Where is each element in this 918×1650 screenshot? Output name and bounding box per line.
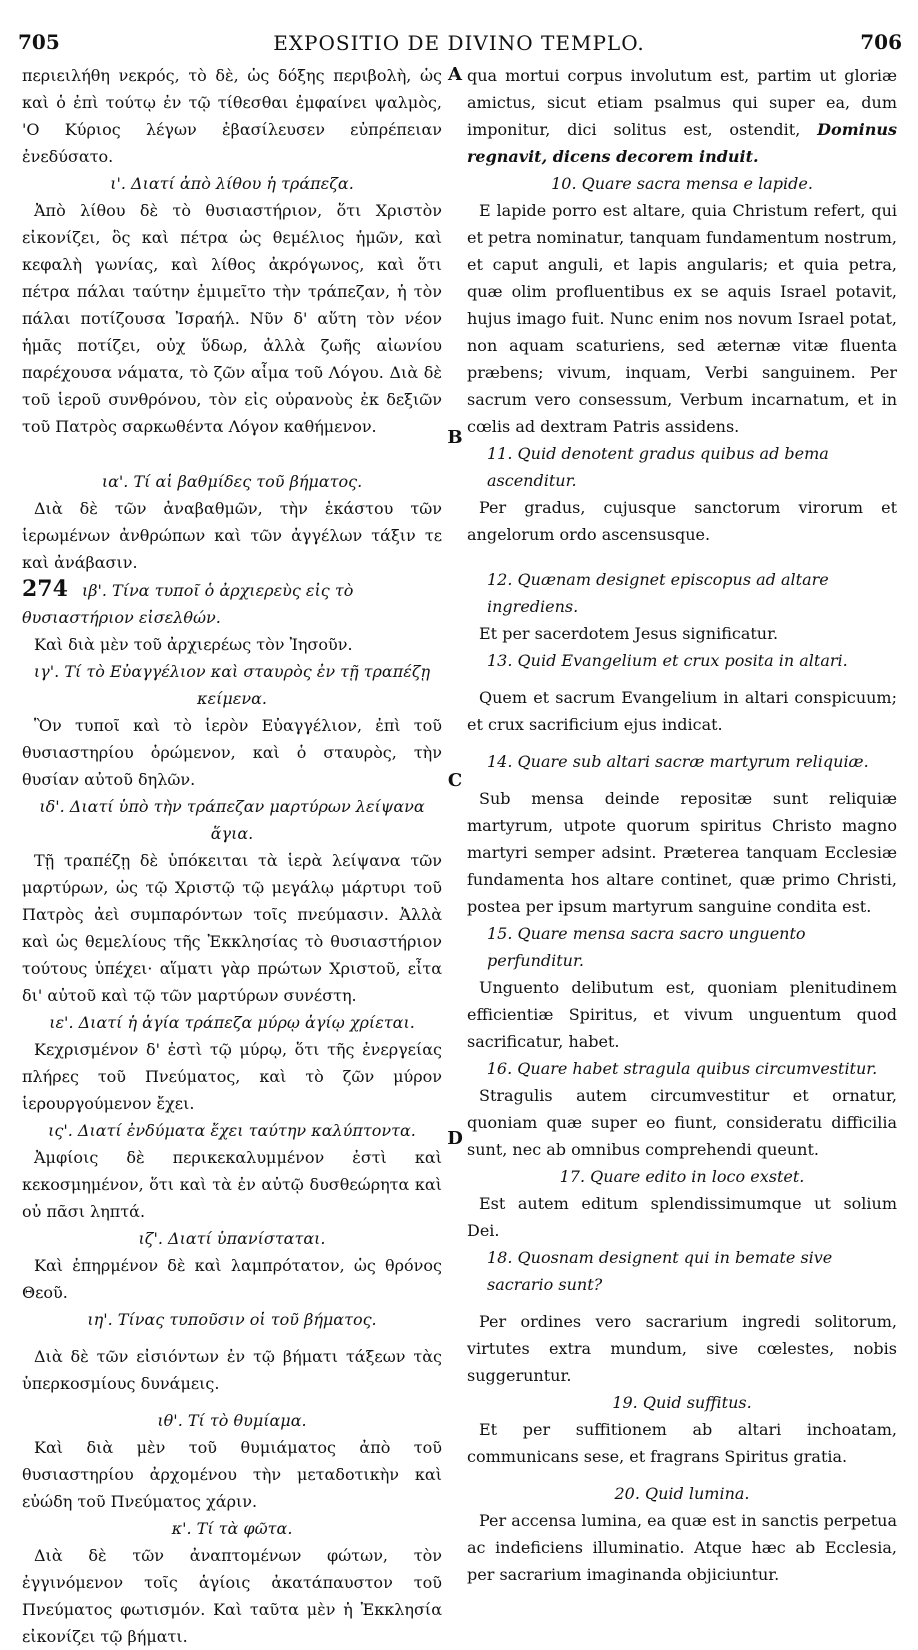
latin-paragraph-12: Et per sacerdotem Jesus significatur.: [479, 624, 779, 643]
latin-heading-10: 10. Quare sacra mensa e lapide.: [551, 174, 813, 193]
latin-paragraph-10: E lapide porro est altare, quia Christum refert, qui et petra nominatur, tanquam fundamentum nostrum, et caput anguli, et lapis angularis; et quia petra, quæ olim profluentibus ex se aquis Israel potavit, hujus imago fuit. Nunc enim nos novum Israel potat, non aquam scaturiens, sed æternæ vitæ fluenta præbens; vivum, inquam, Verbi sanguinem. Per sacrum vero consessum, Verbum incarnatum, et in cœlis ad dextram Patris assidens.: [467, 201, 897, 436]
latin-heading-20: 20. Quid lumina.: [614, 1484, 750, 1503]
greek-heading-18: ιη'. Τίνας τυποῦσιν οἱ τοῦ βήματος.: [87, 1310, 377, 1329]
latin-paragraph-14: Sub mensa deinde repositæ sunt reliquiæ martyrum, utpote quorum spiritus Christo magno martyri semper adsint. Præterea tanquam Ecclesiæ fundamenta hos altare continet, quæ primo Christi, postea per ipsum martyrum sanguine condita est.: [467, 789, 897, 916]
running-title: EXPOSITIO DE DIVINO TEMPLO.: [273, 31, 645, 55]
greek-paragraph-14: Τῇ τραπέζῃ δὲ ὑπόκειται τὰ ἱερὰ λείψανα τῶν μαρτύρων, ὡς τῷ Χριστῷ τῷ μεγάλῳ μάρτυρι τοῦ Πατρὸς ἀεὶ συμπαρόντων τοῖς πνεύμασιν. Ἀλλὰ καὶ ὡς θεμελίους τῆς Ἐκκλησίας τὸ θυσιαστήριον τούτους ὑπέχει· αἵματι γὰρ πρώτων Χριστοῦ, εἶτα δι' αὐτοῦ καὶ τῷ τῶν μαρτύρων συνέστη.: [22, 851, 442, 1005]
greek-heading-13: ιγ'. Τί τὸ Εὐαγγέλιον καὶ σταυρὸς ἐν τῇ τραπέζῃ κείμενα.: [33, 662, 431, 708]
margin-marker-c: C: [447, 770, 463, 791]
latin-paragraph-0: [467, 62, 897, 170]
greek-heading-15: ιε'. Διατί ἡ ἁγία τράπεζα μύρῳ ἁγίῳ χρίεται.: [49, 1013, 415, 1032]
greek-paragraph-10: Ἀπὸ λίθου δὲ τὸ θυσιαστήριον, ὅτι Χριστὸν εἰκονίζει, ὃς καὶ πέτρα ὡς θεμέλιος ἡμῶν, καὶ κεφαλὴ γωνίας, καὶ λίθος ἀκρόγωνος, καὶ ὅτι πέτρα πάλαι ταύτην ἐμιμεῖτο τὴν τράπεζαν, ἡ τὸν πάλαι ποτίζουσα Ἰσραήλ. Νῦν δ' αὕτη τὸν νέον ἡμᾶς ποτίζει, οὐχ ὕδωρ, ἀλλὰ ζωῆς αἰωνίου παρέχουσα νάματα, τὸ ζῶν αἷμα τοῦ Λόγου. Διὰ δὲ τοῦ ἱεροῦ συνθρόνου, τὸν εἰς οὐρανοὺς ἐκ δεξιῶν τοῦ Πατρὸς σαρκωθέντα Λόγον καθήμενον.: [22, 201, 442, 436]
page-number-right: 706: [860, 30, 902, 54]
greek-heading-14: ιδ'. Διατί ὑπὸ τὴν τράπεζαν μαρτύρων λείψανα ἅγια.: [39, 797, 425, 843]
greek-paragraph-0: περιειλήθη νεκρός, τὸ δὲ, ὡς δόξης περιβολὴ, ὡς καὶ ὁ ἐπὶ τούτῳ ἐν τῷ τίθεσθαι ἐμφαίνει ψαλμὸς, 'Ο Κύριος λέγων ἐβασίλευσεν εὐπρέπειαν ἐνεδύσατο.: [22, 66, 442, 166]
latin-paragraph-0-quote: Dominus regnavit, dicens decorem induit.: [467, 120, 897, 166]
latin-heading-15: 15. Quare mensa sacra sacro unguento perfunditur.: [487, 924, 806, 970]
running-header: [0, 0, 918, 55]
latin-heading-12: 12. Quænam designet episcopus ad altare ingrediens.: [487, 570, 829, 616]
latin-column: [467, 62, 897, 1584]
section-number-274: 274: [22, 576, 68, 602]
latin-heading-19: 19. Quid suffitus.: [612, 1393, 752, 1412]
greek-heading-11: ια'. Τί αἱ βαθμίδες τοῦ βήματος.: [101, 472, 363, 491]
latin-paragraph-17: Est autem editum splendissimumque ut solium Dei.: [467, 1194, 897, 1240]
margin-marker-d: D: [447, 1128, 463, 1149]
latin-heading-17: 17. Quare edito in loco exstet.: [559, 1167, 805, 1186]
latin-paragraph-13: Quem et sacrum Evangelium in altari conspicuum; et crux sacrificium ejus indicat.: [467, 688, 897, 734]
latin-paragraph-19: Et per suffitionem ab altari inchoatam, communicans sese, et fragrans Spiritus gratia.: [467, 1420, 897, 1466]
latin-paragraph-20: Per accensa lumina, ea quæ est in sanctis perpetua ac indeficiens illuminatio. Atque hæc ab Ecclesia, per sacrarium imaginanda objiciuntur.: [467, 1511, 897, 1584]
greek-paragraph-18: Διὰ δὲ τῶν εἰσιόντων ἐν τῷ βήματι τάξεων τὰς ὑπερκοσμίους δυνάμεις.: [22, 1347, 442, 1393]
greek-paragraph-15: Κεχρισμένον δ' ἐστὶ τῷ μύρῳ, ὅτι τῆς ἐνεργείας πλήρες τοῦ Πνεύματος, καὶ τὸ ζῶν μύρον ἱερουργούμενον ἔχει.: [22, 1040, 442, 1113]
latin-paragraph-18: Per ordines vero sacrarium ingredi solitorum, virtutes extra mundum, sive cœlestes, nobis suggeruntur.: [467, 1312, 897, 1385]
greek-column: [22, 62, 442, 1646]
latin-heading-16: 16. Quare habet stragula quibus circumvestitur.: [486, 1059, 878, 1078]
greek-paragraph-12: Καὶ διὰ μὲν τοῦ ἀρχιερέως τὸν Ἰησοῦν.: [34, 635, 353, 654]
latin-heading-18: 18. Quosnam designent qui in bemate sive sacrario sunt?: [487, 1248, 833, 1294]
latin-heading-14: 14. Quare sub altari sacræ martyrum reliquiæ.: [487, 752, 869, 771]
greek-heading-12: ιβ'. Τίνα τυποῖ ὁ ἀρχιερεὺς εἰς τὸ θυσιαστήριον εἰσελθών.: [22, 581, 354, 627]
latin-paragraph-15: Unguento delibutum est, quoniam plenitudinem efficientiæ Spiritus, et vivum unguentum quod sacrificatur, habet.: [467, 978, 897, 1051]
greek-paragraph-17: Καὶ ἐπηρμένον δὲ καὶ λαμπρότατον, ὡς θρόνος Θεοῦ.: [22, 1256, 442, 1302]
greek-paragraph-13: Ὃν τυποῖ καὶ τὸ ἱερὸν Εὐαγγέλιον, ἐπὶ τοῦ θυσιαστηρίου ὁρώμενον, καὶ ὁ σταυρὸς, τὴν θυσίαν αὐτοῦ δηλῶν.: [22, 716, 442, 789]
greek-heading-10: ι'. Διατί ἀπὸ λίθου ἡ τράπεζα.: [110, 174, 354, 193]
margin-marker-b: B: [447, 427, 463, 448]
latin-paragraph-11: Per gradus, cujusque sanctorum virorum et angelorum ordo ascensusque.: [467, 498, 897, 544]
greek-heading-19: ιθ'. Τί τὸ θυμίαμα.: [157, 1411, 307, 1430]
greek-heading-16: ις'. Διατί ἐνδύματα ἔχει ταύτην καλύπτοντα.: [48, 1121, 416, 1140]
greek-paragraph-19: Καὶ διὰ μὲν τοῦ θυμιάματος ἀπὸ τοῦ θυσιαστηρίου ἀρχομένου τὴν μεταδοτικὴν καὶ εὐώδη τοῦ Πνεύματος χάριν.: [22, 1438, 442, 1511]
latin-heading-11: 11. Quid denotent gradus quibus ad bema ascenditur.: [487, 444, 829, 490]
greek-heading-20: κ'. Τί τὰ φῶτα.: [171, 1519, 293, 1538]
latin-paragraph-0-text: qua mortui corpus involutum est, partim ut gloriæ amictus, sicut etiam psalmus qui super ea, dum imponitur, dici solitus est, ostendit,: [467, 66, 897, 139]
greek-heading-17: ιζ'. Διατί ὑπανίσταται.: [138, 1229, 326, 1248]
greek-paragraph-16: Ἀμφίοις δὲ περικεκαλυμμένον ἐστὶ καὶ κεκοσμημένον, ὅτι καὶ τὰ ἐν αὐτῷ δυσθεώρητα καὶ οὐ πᾶσι ληπτά.: [22, 1148, 442, 1221]
greek-paragraph-20: Διὰ δὲ τῶν ἀναπτομένων φώτων, τὸν ἐγγινόμενον τοῖς ἁγίοις ἀκατάπαυστον τοῦ Πνεύματος φωτισμόν. Καὶ ταῦτα μὲν ἡ Ἐκκλησία εἰκονίζει τῷ βήματι.: [22, 1546, 442, 1646]
latin-paragraph-16: Stragulis autem circumvestitur et ornatur, quoniam quæ super eo fiunt, consideratu difficilia sunt, nec ab omnibus comprehendi queunt.: [467, 1086, 897, 1159]
page-number-left: 705: [18, 30, 60, 54]
latin-heading-13: 13. Quid Evangelium et crux posita in altari.: [487, 651, 848, 670]
margin-marker-a: A: [448, 64, 462, 85]
greek-paragraph-11: Διὰ δὲ τῶν ἀναβαθμῶν, τὴν ἑκάστου τῶν ἱερωμένων ἀνθρώπων καὶ τῶν ἀγγέλων τάξιν τε καὶ ἀνάβασιν.: [22, 499, 442, 572]
